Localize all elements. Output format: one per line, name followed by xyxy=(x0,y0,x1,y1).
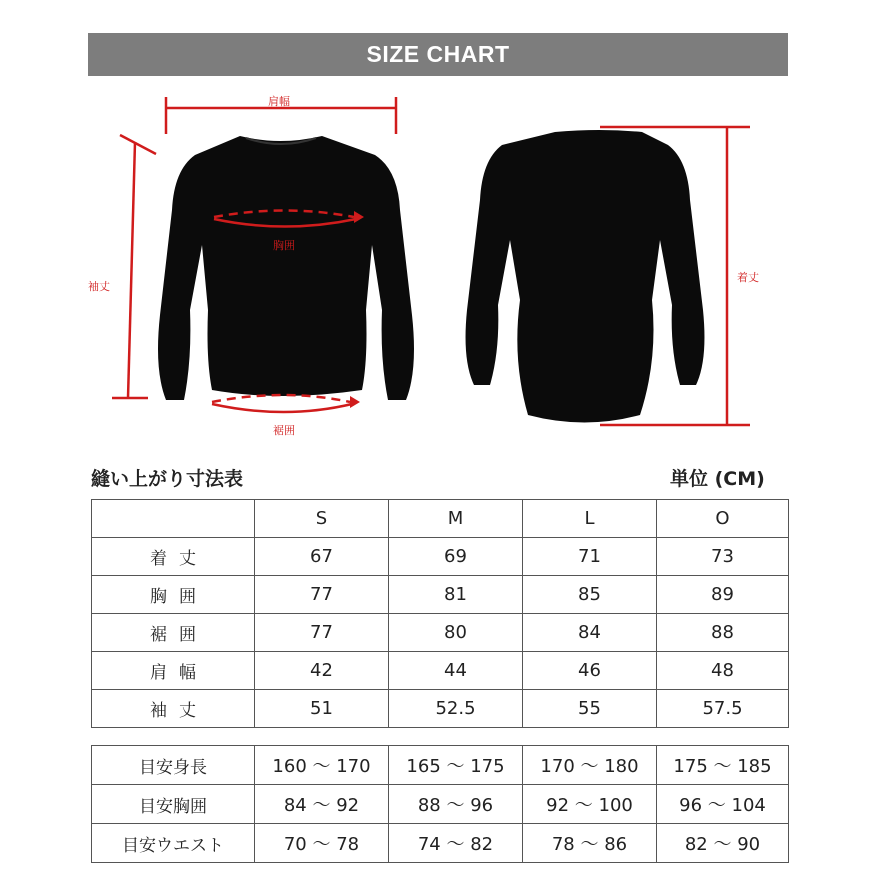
table-row xyxy=(92,614,789,652)
size-table xyxy=(91,499,789,728)
table-cell: 84 〜 92 xyxy=(255,785,389,824)
row-label: 袖丈 xyxy=(92,690,255,728)
table-cell: 80 xyxy=(389,614,523,652)
column-header: M xyxy=(389,500,523,538)
table-row xyxy=(92,690,789,728)
table-cell: 81 xyxy=(389,576,523,614)
front-shirt xyxy=(158,136,414,400)
table-cell: 170 〜 180 xyxy=(523,746,657,785)
shoulder-label: 肩幅 xyxy=(268,95,290,108)
table-row xyxy=(92,785,789,824)
length-label: 着丈 xyxy=(737,271,759,284)
row-label: 胸囲 xyxy=(92,576,255,614)
table-title: 縫い上がり寸法表 xyxy=(91,468,244,490)
header-corner-cell xyxy=(92,500,255,538)
size-chart-title: SIZE CHART xyxy=(88,33,788,76)
table-row xyxy=(92,652,789,690)
hem-label: 裾囲 xyxy=(273,424,295,437)
row-label: 裾囲 xyxy=(92,614,255,652)
sleeve-label: 袖丈 xyxy=(88,280,110,293)
row-label: 目安身長 xyxy=(92,746,255,785)
back-shirt xyxy=(466,130,705,423)
table-cell: 71 xyxy=(523,538,657,576)
table-cell: 165 〜 175 xyxy=(389,746,523,785)
row-label: 着丈 xyxy=(92,538,255,576)
size-header-row xyxy=(92,500,789,538)
table-row xyxy=(92,746,789,785)
table-cell: 42 xyxy=(255,652,389,690)
table-cell: 78 〜 86 xyxy=(523,824,657,863)
unit-label: 単位 (CM) xyxy=(670,468,765,490)
table-cell: 89 xyxy=(657,576,789,614)
chest-label: 胸囲 xyxy=(273,239,295,252)
table-cell: 82 〜 90 xyxy=(657,824,789,863)
table-cell: 48 xyxy=(657,652,789,690)
table-cell: 84 xyxy=(523,614,657,652)
table-row xyxy=(92,538,789,576)
sleeve-measure xyxy=(112,135,156,398)
table-cell: 69 xyxy=(389,538,523,576)
table-cell: 92 〜 100 xyxy=(523,785,657,824)
row-label: 肩幅 xyxy=(92,652,255,690)
hem-measure xyxy=(212,395,360,412)
table-cell: 73 xyxy=(657,538,789,576)
garment-diagram xyxy=(0,80,880,450)
table-cell: 74 〜 82 xyxy=(389,824,523,863)
guide-table xyxy=(91,745,789,863)
table-cell: 46 xyxy=(523,652,657,690)
table-cell: 77 xyxy=(255,614,389,652)
column-header: O xyxy=(657,500,789,538)
table-cell: 88 〜 96 xyxy=(389,785,523,824)
table-row xyxy=(92,576,789,614)
table-cell: 67 xyxy=(255,538,389,576)
column-header: L xyxy=(523,500,657,538)
table-cell: 55 xyxy=(523,690,657,728)
table-cell: 57.5 xyxy=(657,690,789,728)
table-cell: 70 〜 78 xyxy=(255,824,389,863)
table-cell: 96 〜 104 xyxy=(657,785,789,824)
table-cell: 44 xyxy=(389,652,523,690)
table-cell: 77 xyxy=(255,576,389,614)
table-cell: 51 xyxy=(255,690,389,728)
table-row xyxy=(92,824,789,863)
table-cell: 88 xyxy=(657,614,789,652)
row-label: 目安胸囲 xyxy=(92,785,255,824)
table-cell: 52.5 xyxy=(389,690,523,728)
table-cell: 175 〜 185 xyxy=(657,746,789,785)
table-cell: 85 xyxy=(523,576,657,614)
table-cell: 160 〜 170 xyxy=(255,746,389,785)
garment-illustration xyxy=(0,80,880,450)
column-header: S xyxy=(255,500,389,538)
row-label: 目安ウエスト xyxy=(92,824,255,863)
